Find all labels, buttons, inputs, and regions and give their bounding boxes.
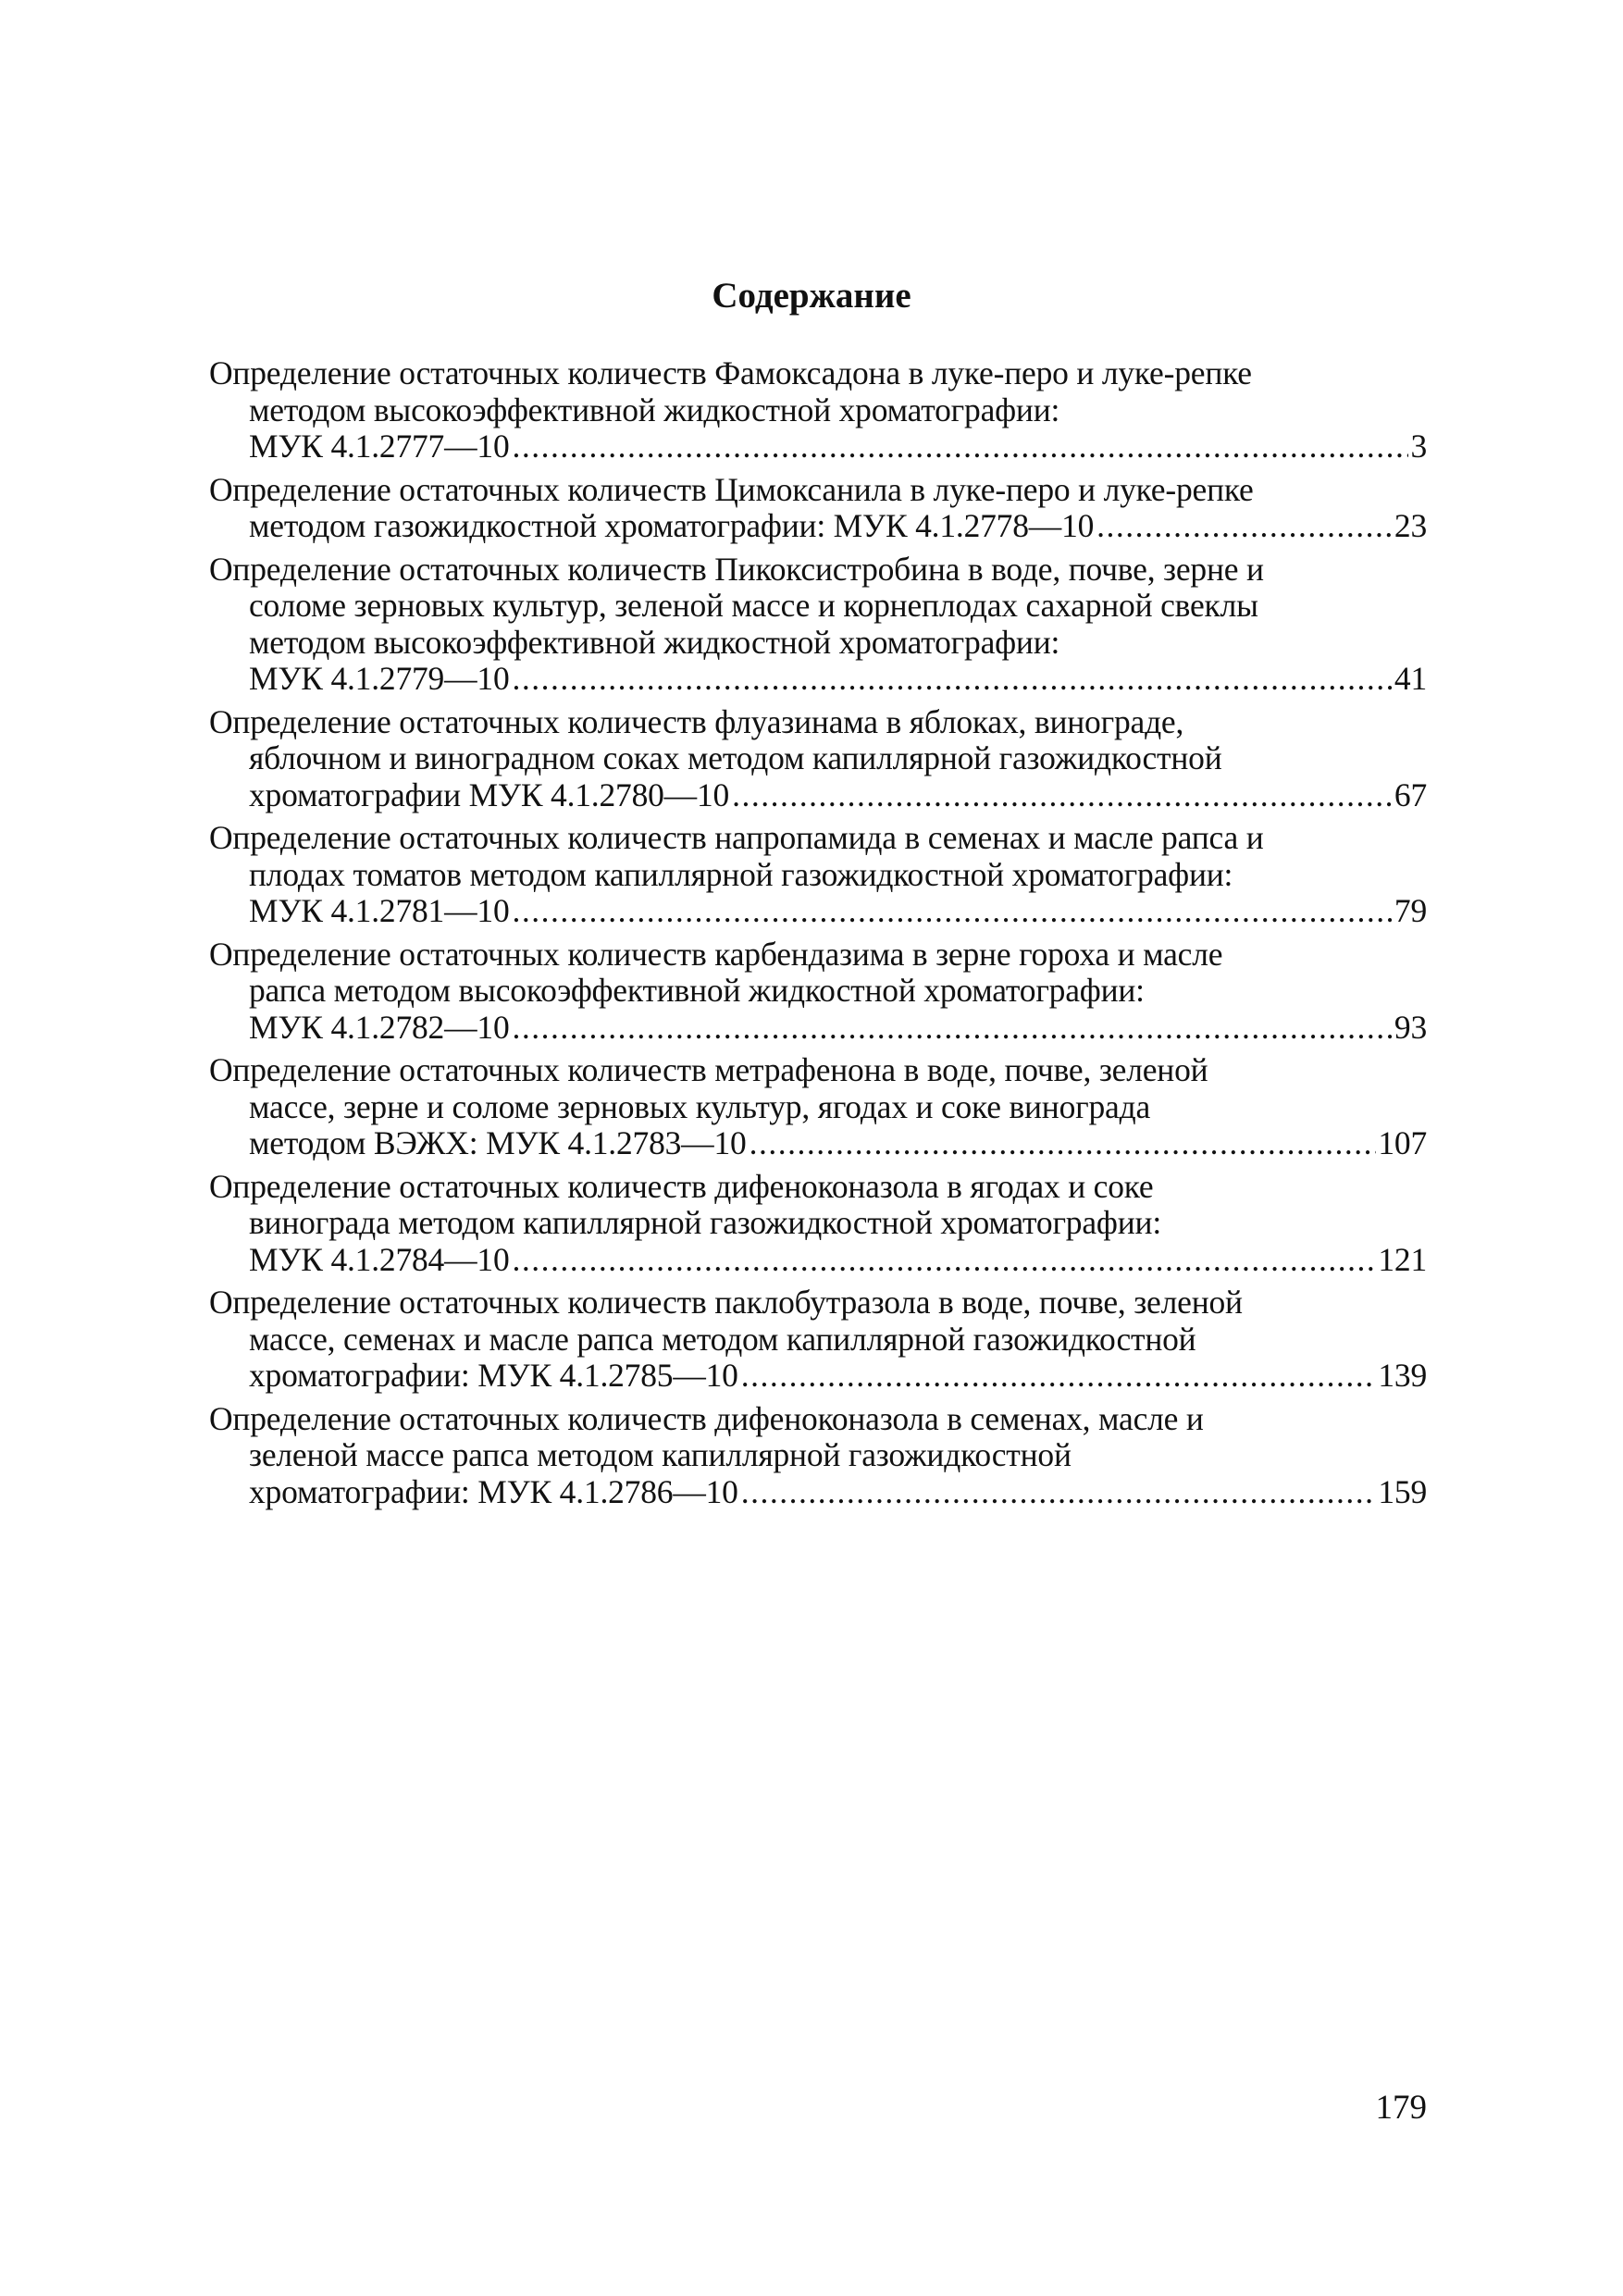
- toc-entry-title-continuation: массе, семенах и масле рапса методом капиллярной газожидкостной: [249, 1320, 1196, 1358]
- toc-entry-title: Определение остаточных количеств дифеноконазола в ягодах и соке: [209, 1167, 1154, 1205]
- toc-entry[interactable]: [209, 820, 1427, 930]
- toc-entry[interactable]: [209, 1401, 1427, 1511]
- toc-entry-page-number: 23: [1394, 507, 1427, 544]
- toc-entry-reference-line: [209, 1010, 1427, 1047]
- dot-leader: [513, 428, 1409, 465]
- toc-entry[interactable]: [209, 355, 1427, 465]
- toc-entry[interactable]: [209, 704, 1427, 814]
- toc-entry[interactable]: [209, 1052, 1427, 1162]
- dot-leader: [513, 661, 1393, 698]
- toc-entry-page-number: 67: [1394, 776, 1427, 813]
- toc-entry-document-code: МУК 4.1.2779—10: [249, 660, 510, 697]
- toc-entry-title-continuation: яблочном и виноградном соках методом капиллярной газожидкостной: [249, 739, 1222, 776]
- toc-entry-document-code: хроматографии МУК 4.1.2780—10: [249, 776, 730, 813]
- toc-entry-title: Определение остаточных количеств дифеноконазола в семенах, масле и: [209, 1399, 1204, 1437]
- toc-entry-title-continuation: зеленой массе рапса методом капиллярной газожидкостной: [249, 1436, 1072, 1473]
- toc-entry[interactable]: [209, 937, 1427, 1047]
- toc-entry-title: Определение остаточных количеств карбендазима в зерне гороха и масле: [209, 935, 1223, 973]
- toc-entry-title-continuation: плодах томатов методом капиллярной газожидкостной хроматографии:: [249, 855, 1233, 893]
- toc-entry-document-code: МУК 4.1.2784—10: [249, 1240, 510, 1278]
- toc-entry-document-code: МУК 4.1.2777—10: [249, 428, 510, 465]
- toc-entry[interactable]: [209, 472, 1427, 545]
- dot-leader: [513, 1242, 1377, 1279]
- toc-entry-reference-line: [209, 1358, 1427, 1395]
- toc-entry-reference-line: [209, 661, 1427, 698]
- toc-entry-reference-line: [209, 1242, 1427, 1279]
- dot-leader: [741, 1474, 1377, 1511]
- toc-entry-page-number: 159: [1378, 1472, 1427, 1510]
- toc-entry-document-code: МУК 4.1.2781—10: [249, 892, 510, 929]
- toc-entry[interactable]: [209, 1285, 1427, 1395]
- dot-leader: [750, 1125, 1377, 1162]
- page-title: Содержание: [712, 276, 911, 316]
- page-number: 179: [1375, 2089, 1427, 2127]
- toc-entry-document-code: хроматографии: МУК 4.1.2786—10: [249, 1472, 738, 1510]
- toc-entry-reference-line: [209, 1125, 1427, 1162]
- toc-entry-page-number: 107: [1378, 1124, 1427, 1161]
- toc-entry-page-number: 79: [1394, 892, 1427, 929]
- table-of-contents: [209, 355, 1427, 1517]
- toc-entry-title: Определение остаточных количеств Цимоксанила в луке-перо и луке-репке: [209, 470, 1254, 508]
- toc-entry-title: Определение остаточных количеств напропамида в семенах и масле рапса и: [209, 819, 1264, 856]
- toc-entry-title-continuation: винограда методом капиллярной газожидкостной хроматографии:: [249, 1204, 1161, 1241]
- toc-entry-title: Определение остаточных количеств паклобутразола в воде, почве, зеленой: [209, 1284, 1243, 1321]
- dot-leader: [513, 1010, 1393, 1047]
- toc-entry-document-code: методом ВЭЖХ: МУК 4.1.2783—10: [249, 1124, 747, 1161]
- toc-entry-document-code: методом газожидкостной хроматографии: МУК 4.1.2778—10: [249, 507, 1095, 544]
- toc-entry-document-code: хроматографии: МУК 4.1.2785—10: [249, 1357, 738, 1394]
- toc-entry[interactable]: [209, 1169, 1427, 1279]
- toc-entry-page-number: 93: [1394, 1008, 1427, 1046]
- dot-leader: [1096, 508, 1393, 545]
- toc-entry-title-continuation: методом высокоэффективной жидкостной хроматографии:: [249, 391, 1060, 428]
- dot-leader: [732, 777, 1393, 814]
- toc-entry-title-continuation: массе, зерне и соломе зерновых культур, ягодах и соке винограда: [249, 1087, 1151, 1125]
- toc-entry-title-continuation: рапса методом высокоэффективной жидкостной хроматографии:: [249, 972, 1145, 1009]
- toc-entry-page-number: 3: [1410, 428, 1427, 465]
- toc-entry-document-code: МУК 4.1.2782—10: [249, 1008, 510, 1046]
- toc-entry-title: Определение остаточных количеств Фамоксадона в луке-перо и луке-репке: [209, 354, 1252, 391]
- dot-leader: [513, 893, 1393, 930]
- toc-entry-page-number: 41: [1394, 660, 1427, 697]
- dot-leader: [741, 1358, 1377, 1395]
- toc-entry-reference-line: [209, 508, 1427, 545]
- toc-entry-title: Определение остаточных количеств флуазинама в яблоках, винограде,: [209, 702, 1184, 740]
- toc-entry-page-number: 121: [1378, 1240, 1427, 1278]
- toc-entry-reference-line: [209, 777, 1427, 814]
- toc-entry-reference-line: [209, 893, 1427, 930]
- toc-entry-reference-line: [209, 428, 1427, 465]
- toc-entry-page-number: 139: [1378, 1357, 1427, 1394]
- toc-entry[interactable]: [209, 552, 1427, 698]
- toc-entry-title: Определение остаточных количеств Пикоксистробина в воде, почве, зерне и: [209, 550, 1264, 588]
- toc-entry-title-continuation: методом высокоэффективной жидкостной хроматографии:: [249, 623, 1060, 661]
- toc-entry-title: Определение остаточных количеств метрафенона в воде, почве, зеленой: [209, 1051, 1208, 1088]
- toc-entry-reference-line: [209, 1474, 1427, 1511]
- toc-entry-title-continuation: соломе зерновых культур, зеленой массе и корнеплодах сахарной свеклы: [249, 587, 1258, 624]
